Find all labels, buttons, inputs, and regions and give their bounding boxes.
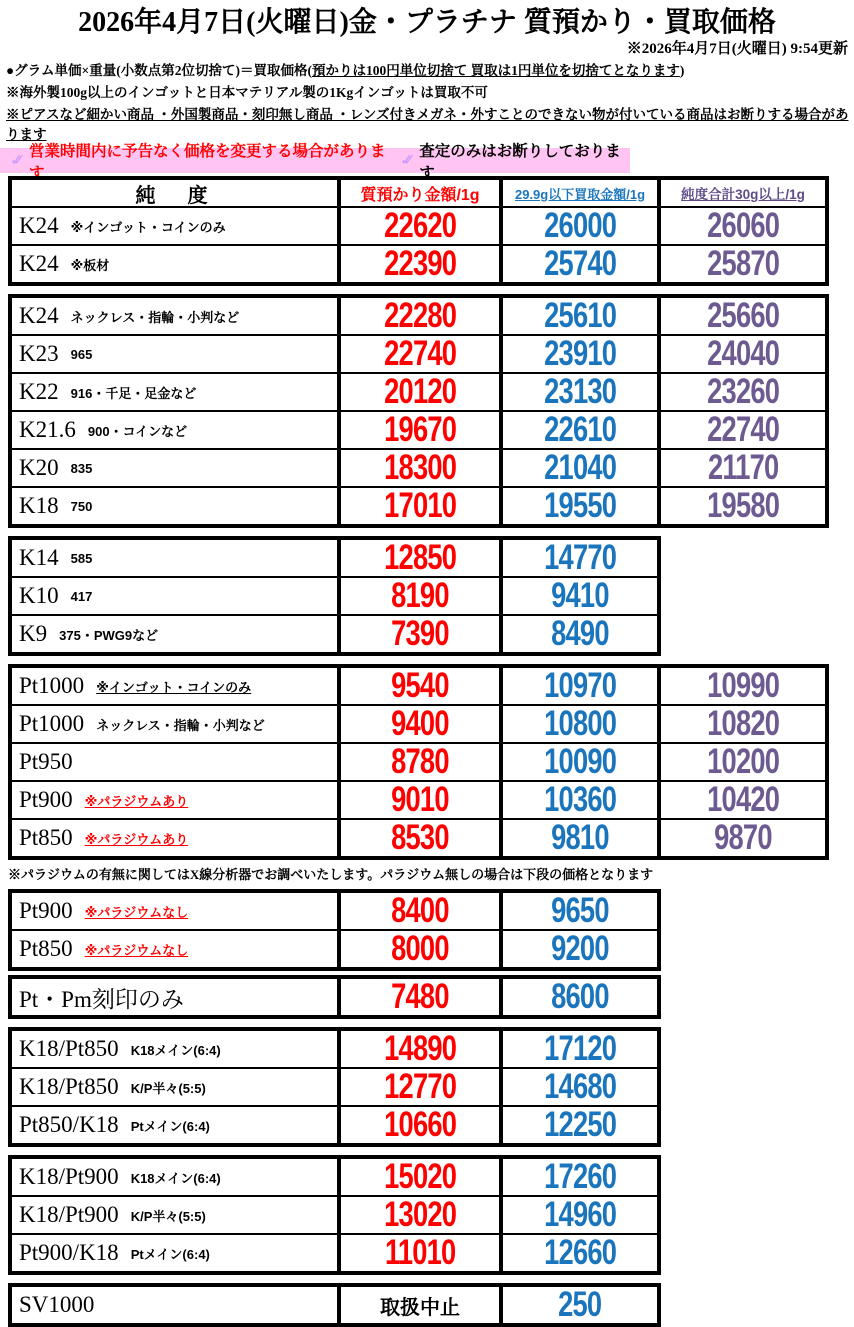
price-value: 10200 xyxy=(706,742,780,781)
price-sheet-page xyxy=(0,6,854,1324)
purity-note: Ptメイン(6:4) xyxy=(130,1118,210,1134)
purity-label: K18/Pt850 xyxy=(19,1074,119,1099)
pawn-price xyxy=(337,1197,499,1233)
purity-label: Pt1000 xyxy=(19,673,85,698)
price-value: 9010 xyxy=(391,780,449,819)
buy-price xyxy=(499,246,657,282)
buy-price xyxy=(499,412,657,448)
price-value: 12770 xyxy=(383,1067,457,1106)
note-text-suffix: ) xyxy=(679,63,685,78)
price-value: 9650 xyxy=(551,891,609,930)
buy-price xyxy=(499,336,657,372)
purity-cell xyxy=(12,208,337,244)
table-row xyxy=(12,1067,657,1105)
column-header-bulk: 純度合計30g以上/1g xyxy=(657,180,825,206)
pawn-price xyxy=(337,1107,499,1143)
bulk-price xyxy=(657,706,825,742)
table-row xyxy=(12,576,657,614)
pawn-price xyxy=(337,578,499,614)
bulk-price xyxy=(657,488,825,524)
table-row xyxy=(12,1287,657,1323)
price-value: 9810 xyxy=(551,818,609,857)
table-section-5 xyxy=(8,889,661,971)
purity-label: SV1000 xyxy=(19,1292,95,1317)
bulk-price xyxy=(657,744,825,780)
purity-label: K9 xyxy=(19,621,48,646)
table-section-8 xyxy=(8,1283,661,1327)
bulk-price xyxy=(657,820,825,856)
price-value: 22740 xyxy=(383,334,457,373)
purity-cell xyxy=(12,488,337,524)
table-row xyxy=(12,540,657,576)
purity-cell xyxy=(12,931,337,967)
pawn-price xyxy=(337,374,499,410)
pawn-price xyxy=(337,668,499,704)
table-row xyxy=(12,1031,657,1067)
purity-note: K18メイン(6:4) xyxy=(130,1042,221,1058)
purity-cell xyxy=(12,1197,337,1233)
price-value: 10800 xyxy=(543,704,617,743)
purity-cell xyxy=(12,1107,337,1143)
price-value: 26060 xyxy=(706,206,780,245)
purity-note: ※インゴット・コインのみ xyxy=(70,219,226,235)
warning-band xyxy=(0,142,630,182)
purity-note: ※パラジウムなし xyxy=(84,904,189,920)
table-row xyxy=(12,614,657,652)
bulk-price xyxy=(657,208,825,244)
purity-cell xyxy=(12,1159,337,1195)
pawn-status xyxy=(337,1287,499,1323)
pawn-price xyxy=(337,1069,499,1105)
price-value: 25740 xyxy=(543,244,617,283)
purity-note: ※パラジウムあり xyxy=(84,831,189,847)
pawn-price xyxy=(337,744,499,780)
price-value: 26000 xyxy=(543,206,617,245)
pawn-price xyxy=(337,782,499,818)
purity-cell xyxy=(12,668,337,704)
buy-price xyxy=(499,578,657,614)
price-value: 14680 xyxy=(543,1067,617,1106)
column-header-purity: 純 度 xyxy=(135,184,214,207)
purity-note: ネックレス・指輪・小判など xyxy=(70,309,240,325)
table-section-3 xyxy=(8,536,661,656)
purity-cell xyxy=(12,1031,337,1067)
price-value: 250 xyxy=(558,1285,602,1324)
price-value: 14960 xyxy=(543,1195,617,1234)
price-value: 10820 xyxy=(706,704,780,743)
purity-label: K18/Pt850 xyxy=(19,1036,119,1061)
price-value: 12850 xyxy=(383,538,457,577)
price-value: 10970 xyxy=(543,666,617,705)
table-row xyxy=(12,742,825,780)
table-row xyxy=(12,929,657,967)
buy-price xyxy=(499,893,657,929)
price-value: 10660 xyxy=(383,1105,457,1144)
price-value: 11010 xyxy=(384,1233,456,1272)
table-section-5b xyxy=(8,975,661,1019)
buy-price xyxy=(499,488,657,524)
pawn-price xyxy=(337,706,499,742)
price-value: 22620 xyxy=(383,206,457,245)
table-row xyxy=(12,372,825,410)
price-value: 25660 xyxy=(706,296,780,335)
purity-cell xyxy=(12,893,337,929)
buy-price xyxy=(499,1069,657,1105)
price-value: 8780 xyxy=(391,742,449,781)
table-row xyxy=(12,780,825,818)
purity-label: K20 xyxy=(19,455,59,480)
purity-note: 417 xyxy=(70,588,93,604)
purity-cell xyxy=(12,782,337,818)
price-value: 10420 xyxy=(706,780,780,819)
purity-cell xyxy=(12,298,337,334)
price-value: 21170 xyxy=(707,448,779,487)
pawn-price xyxy=(337,488,499,524)
price-value: 12250 xyxy=(543,1105,617,1144)
price-value: 24040 xyxy=(706,334,780,373)
purity-cell xyxy=(12,616,337,652)
purity-note: 750 xyxy=(70,498,93,514)
price-value: 8190 xyxy=(391,576,449,615)
check-icon: ✓ xyxy=(400,152,414,169)
purity-cell xyxy=(12,540,337,576)
purity-label: Pt950 xyxy=(19,749,73,774)
pawn-price xyxy=(337,298,499,334)
price-value: 8600 xyxy=(551,977,609,1016)
purity-note: Ptメイン(6:4) xyxy=(130,1246,210,1262)
purity-label: Pt900 xyxy=(19,787,73,812)
pawn-price xyxy=(337,1159,499,1195)
table-section-2 xyxy=(8,294,829,528)
note-unit-price xyxy=(6,61,854,81)
purity-label: Pt900 xyxy=(19,898,73,923)
purity-label: K18/Pt900 xyxy=(19,1164,119,1189)
price-value: 17010 xyxy=(383,486,457,525)
table-row xyxy=(12,410,825,448)
table-row xyxy=(12,979,657,1015)
price-value: 21040 xyxy=(543,448,617,487)
purity-label: K18 xyxy=(19,493,59,518)
buy-price xyxy=(499,374,657,410)
purity-note: K/P半々(5:5) xyxy=(130,1208,206,1224)
price-value: 10360 xyxy=(543,780,617,819)
purity-cell xyxy=(12,374,337,410)
purity-note: 585 xyxy=(70,550,93,566)
price-value: 25610 xyxy=(543,296,617,335)
pawn-price xyxy=(337,246,499,282)
purity-label: Pt850 xyxy=(19,825,73,850)
bulk-price xyxy=(657,246,825,282)
table-row xyxy=(12,206,825,244)
purity-cell xyxy=(12,450,337,486)
price-value: 13020 xyxy=(383,1195,457,1234)
price-value: 22390 xyxy=(383,244,457,283)
table-row xyxy=(12,1159,657,1195)
price-value: 15020 xyxy=(383,1157,457,1196)
bulk-price xyxy=(657,336,825,372)
purity-note: ※パラジウムあり xyxy=(84,793,189,809)
price-value: 10990 xyxy=(706,666,780,705)
price-value: 8000 xyxy=(391,929,449,968)
purity-cell xyxy=(12,979,337,1015)
purity-label: K21.6 xyxy=(19,417,76,442)
price-value: 8490 xyxy=(551,614,609,653)
purity-label: K24 xyxy=(19,213,59,238)
table-row xyxy=(12,704,825,742)
price-value: 22610 xyxy=(543,410,617,449)
pawn-price xyxy=(337,1235,499,1271)
table-row xyxy=(12,893,657,929)
table-row xyxy=(12,668,825,704)
purity-cell xyxy=(12,412,337,448)
price-value: 8530 xyxy=(391,818,449,857)
purity-cell xyxy=(12,744,337,780)
price-value: 9540 xyxy=(391,666,449,705)
purity-label: Pt・Pm刻印のみ xyxy=(19,986,184,1012)
buy-price xyxy=(499,979,657,1015)
price-value: 17120 xyxy=(543,1029,617,1068)
pawn-price xyxy=(337,616,499,652)
price-value: 9200 xyxy=(551,929,609,968)
purity-note: ※パラジウムなし xyxy=(84,942,189,958)
column-header-pawn: 質預かり金額/1g xyxy=(337,180,499,206)
price-value: 9400 xyxy=(391,704,449,743)
purity-note: 900・コインなど xyxy=(87,423,188,439)
table-section-4 xyxy=(8,664,829,860)
bulk-price xyxy=(657,450,825,486)
purity-cell xyxy=(12,336,337,372)
pawn-price xyxy=(337,540,499,576)
buy-price xyxy=(499,1235,657,1271)
purity-label: K24 xyxy=(19,251,59,276)
purity-cell xyxy=(12,1069,337,1105)
price-value: 18300 xyxy=(383,448,457,487)
price-value: 23130 xyxy=(543,372,617,411)
buy-price xyxy=(499,450,657,486)
price-value: 7480 xyxy=(391,977,449,1016)
pawn-price xyxy=(337,979,499,1015)
price-value: 23910 xyxy=(543,334,617,373)
buy-price xyxy=(499,1107,657,1143)
table-section-1 xyxy=(8,176,829,286)
table-row xyxy=(12,1233,657,1271)
table-row xyxy=(12,298,825,334)
price-value: 25870 xyxy=(706,244,780,283)
pawn-price xyxy=(337,931,499,967)
purity-label: K22 xyxy=(19,379,59,404)
table-row xyxy=(12,448,825,486)
buy-price xyxy=(499,820,657,856)
updated-timestamp: ※2026年4月7日(火曜日) 9:54更新 xyxy=(626,41,848,57)
price-value: 14770 xyxy=(543,538,617,577)
purity-note: ※インゴット・コインのみ xyxy=(96,679,252,695)
column-header-buy: 29.9g以下買取金額/1g xyxy=(499,180,657,206)
bulk-price xyxy=(657,374,825,410)
pawn-price xyxy=(337,450,499,486)
purity-note: 375・PWG9など xyxy=(59,627,159,643)
purity-label: K10 xyxy=(19,583,59,608)
purity-note: ネックレス・指輪・小判など xyxy=(96,717,265,733)
pawn-price xyxy=(337,208,499,244)
purity-label: K14 xyxy=(19,545,59,570)
price-value: 9870 xyxy=(714,818,772,857)
buy-price xyxy=(499,1287,657,1323)
check-icon: ✓ xyxy=(10,152,23,169)
purity-label: K18/Pt900 xyxy=(19,1202,119,1227)
note-item-restriction: ※ピアスなど細かい商品 ・外国製商品・刻印無し商品 ・レンズ付きメガネ・外すことのできない物が付いている商品はお断りする場合があります xyxy=(6,107,849,142)
pawn-price xyxy=(337,820,499,856)
purity-note: K/P半々(5:5) xyxy=(130,1080,206,1096)
page-title: 2026年4月7日(火曜日)金・プラチナ 質預かり・買取価格 xyxy=(78,7,776,38)
table-section-7 xyxy=(8,1155,661,1275)
purity-cell xyxy=(12,246,337,282)
price-value: 8400 xyxy=(391,891,449,930)
price-value: 19550 xyxy=(543,486,617,525)
price-value: 19670 xyxy=(383,410,457,449)
purity-label: K24 xyxy=(19,303,59,328)
price-value: 10090 xyxy=(543,742,617,781)
purity-cell xyxy=(12,706,337,742)
bulk-price xyxy=(657,782,825,818)
buy-price xyxy=(499,298,657,334)
buy-price xyxy=(499,1159,657,1195)
price-value: 19580 xyxy=(706,486,780,525)
buy-price xyxy=(499,1031,657,1067)
bulk-price xyxy=(657,412,825,448)
purity-note: 916・千足・足金など xyxy=(70,385,197,401)
pawn-price xyxy=(337,336,499,372)
purity-label: Pt850 xyxy=(19,936,73,961)
buy-price xyxy=(499,931,657,967)
table-row xyxy=(12,244,825,282)
note-ingot-restriction: ※海外製100g以上のインゴットと日本マテリアル製の1Kgインゴットは買取不可 xyxy=(6,85,488,100)
price-value: 14890 xyxy=(383,1029,457,1068)
buy-price xyxy=(499,616,657,652)
table-section-6 xyxy=(8,1027,661,1147)
price-value: 20120 xyxy=(383,372,457,411)
price-value: 23260 xyxy=(706,372,780,411)
purity-cell xyxy=(12,578,337,614)
price-value: 17260 xyxy=(543,1157,617,1196)
price-value: 22280 xyxy=(383,296,457,335)
purity-label: Pt1000 xyxy=(19,711,85,736)
table-row xyxy=(12,818,825,856)
pawn-price xyxy=(337,893,499,929)
pawn-price xyxy=(337,412,499,448)
pawn-price xyxy=(337,1031,499,1067)
purity-note: 965 xyxy=(70,346,93,362)
status-text: 取扱中止 xyxy=(380,1296,460,1319)
buy-price xyxy=(499,540,657,576)
buy-price xyxy=(499,208,657,244)
buy-price xyxy=(499,668,657,704)
warning-price-change: 営業時間内に予告なく価格を変更する場合があります xyxy=(29,142,386,182)
purity-cell xyxy=(12,1287,337,1323)
purity-cell xyxy=(12,820,337,856)
table-row xyxy=(12,1105,657,1143)
table-row xyxy=(12,334,825,372)
purity-label: K23 xyxy=(19,341,59,366)
purity-note: 835 xyxy=(70,460,93,476)
table-header-row xyxy=(12,180,825,206)
bulk-price xyxy=(657,668,825,704)
price-value: 9410 xyxy=(551,576,609,615)
purity-cell xyxy=(12,1235,337,1271)
warning-no-appraisal: 査定のみはお断りしております xyxy=(419,142,621,182)
bulk-price xyxy=(657,298,825,334)
buy-price xyxy=(499,1197,657,1233)
note-underlined-text: 預かりは100円単位切捨て 買取は1円単位を切捨てとなります xyxy=(311,63,680,78)
palladium-note: ※パラジウムの有無に関してはX線分析器でお調べいたします。パラジウム無しの場合は下段の価格となります xyxy=(8,867,654,882)
table-row xyxy=(12,1195,657,1233)
buy-price xyxy=(499,744,657,780)
price-value: 22740 xyxy=(706,410,780,449)
purity-label: Pt850/K18 xyxy=(19,1112,119,1137)
buy-price xyxy=(499,706,657,742)
table-row xyxy=(12,486,825,524)
note-text: ●グラム単価×重量(小数点第2位切捨て)＝買取価格( xyxy=(6,63,312,78)
buy-price xyxy=(499,782,657,818)
purity-note: ※板材 xyxy=(70,257,110,273)
price-value: 12660 xyxy=(543,1233,617,1272)
purity-note: K18メイン(6:4) xyxy=(130,1170,221,1186)
price-value: 7390 xyxy=(391,614,449,653)
purity-label: Pt900/K18 xyxy=(19,1240,119,1265)
